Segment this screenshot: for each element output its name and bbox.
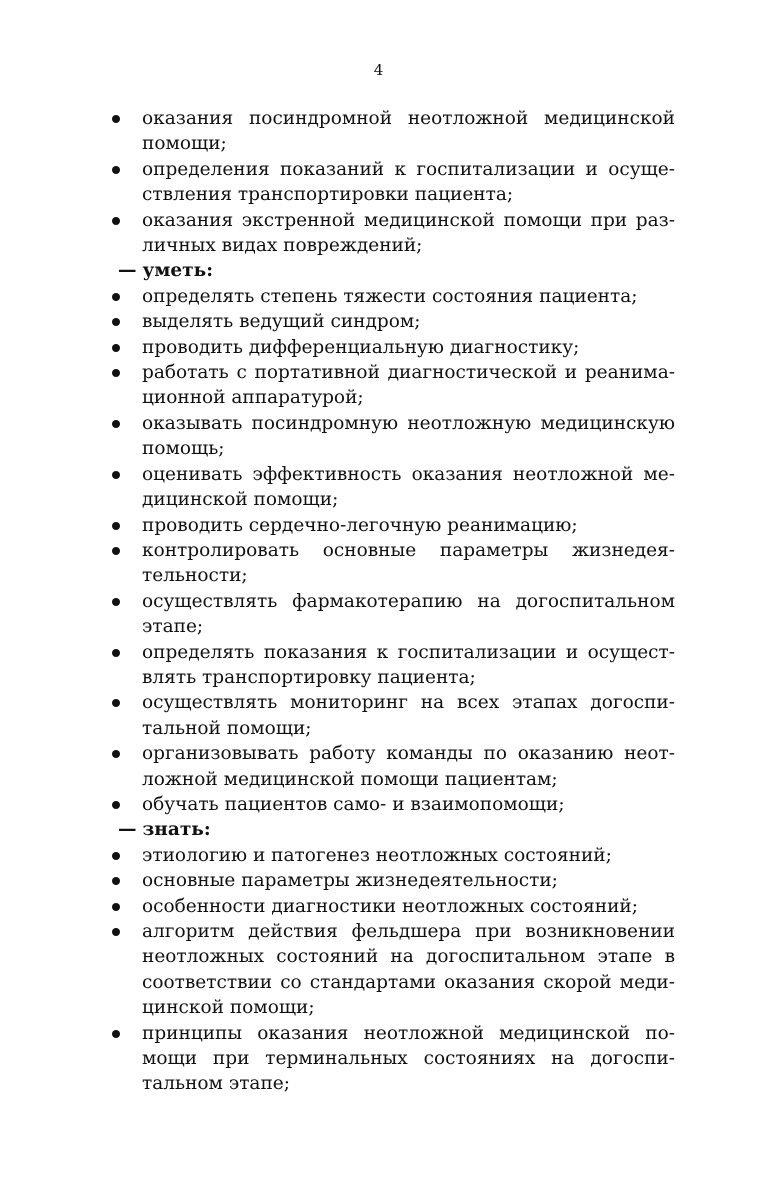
list-item-text: особенности диагностики неотложных состояний; [142, 895, 638, 917]
list-item-text: контролировать основные параметры жизнедеятельности; [142, 539, 675, 587]
bullet-icon [112, 471, 120, 479]
bullet-icon [112, 903, 120, 911]
list-item-text: организовывать работу команды по оказанию неотложной медицинской помощи пациентам; [142, 743, 675, 790]
bullet-icon [112, 115, 120, 123]
bullet-icon [112, 547, 120, 555]
list-item-text: оказания посиндромной неотложной медицинской помощи; [142, 108, 675, 155]
section-heading-znat [110, 817, 675, 842]
bullet-icon [112, 420, 120, 428]
list-item-text: работать с портативной диагностической и реанимационной аппаратурой; [142, 362, 675, 409]
list-item [110, 284, 675, 309]
list-item-text: определять степень тяжести состояния пациента; [142, 285, 638, 307]
list-item [110, 589, 675, 640]
bullet-icon [112, 344, 120, 352]
list-item [110, 1021, 675, 1097]
list-item [110, 792, 675, 817]
list-item-text: оценивать эффективность оказания неотложной медицинской помощи; [142, 463, 675, 511]
list-item [110, 157, 675, 208]
list-item-text: этиологию и патогенез неотложных состояний; [142, 844, 612, 866]
bullet-icon [112, 1030, 120, 1038]
bullet-icon [112, 522, 120, 530]
section-heading-text: уметь: [142, 260, 214, 282]
list-item-text: проводить сердечно-легочную реанимацию; [142, 514, 578, 536]
list-item [110, 868, 675, 893]
page-body [110, 106, 675, 1097]
list-item-text: осуществлять мониторинг на всех этапах догоспитальной помощи; [142, 692, 675, 739]
list-item [110, 360, 675, 411]
list-item-text: оказывать посиндромную неотложную медицинскую помощь; [142, 412, 675, 460]
list-item-text: оказания экстренной медицинской помощи при различных видах повреждений; [142, 209, 675, 257]
bullet-icon [112, 649, 120, 657]
bullet-icon [112, 318, 120, 326]
list-item [110, 894, 675, 919]
list-item-text: обучать пациентов само- и взаимопомощи; [142, 793, 565, 815]
list-item [110, 919, 675, 1021]
em-dash-icon: — [118, 260, 137, 282]
list-item-text: алгоритм действия фельдшера при возникновении неотложных состояний на догоспитальном этапе в соответствии со стандартами оказания скорой медицинской помощи; [142, 921, 675, 1019]
list-item-text: определять показания к госпитализации и осуществлять транспортировку пациента; [142, 641, 675, 688]
page-number: 4 [373, 61, 384, 79]
list-item [110, 335, 675, 360]
section-heading-umet [110, 258, 675, 283]
list-item-text: осуществлять фармакотерапию на догоспитальном этапе; [142, 590, 675, 638]
list-item-text: принципы оказания неотложной медицинской помощи при терминальных состояниях на догоспитальном этапе; [142, 1022, 675, 1095]
section-heading-text: знать: [142, 819, 211, 841]
list-item [110, 640, 675, 691]
bullet-icon [112, 801, 120, 809]
list-item [110, 106, 675, 157]
list-item [110, 208, 675, 259]
bullet-icon [112, 369, 120, 377]
list-item [110, 462, 675, 513]
list-item [110, 411, 675, 462]
bullet-icon [112, 293, 120, 301]
list-item-text: выделять ведущий синдром; [142, 311, 421, 333]
list-item [110, 741, 675, 792]
bullet-icon [112, 166, 120, 174]
list-item-text: проводить дифференциальную диагностику; [142, 336, 580, 358]
bullet-icon [112, 928, 120, 936]
list-item [110, 538, 675, 589]
list-item-text: определения показаний к госпитализации и осуществления транспортировки пациента; [142, 158, 675, 206]
list-item [110, 690, 675, 741]
em-dash-icon: — [118, 819, 137, 841]
bullet-icon [112, 699, 120, 707]
list-item [110, 843, 675, 868]
bullet-icon [112, 217, 120, 225]
list-item [110, 513, 675, 538]
bullet-icon [112, 852, 120, 860]
bullet-icon [112, 598, 120, 606]
list-item-text: основные параметры жизнедеятельности; [142, 870, 558, 892]
bullet-icon [112, 877, 120, 885]
list-item [110, 309, 675, 334]
bullet-icon [112, 750, 120, 758]
